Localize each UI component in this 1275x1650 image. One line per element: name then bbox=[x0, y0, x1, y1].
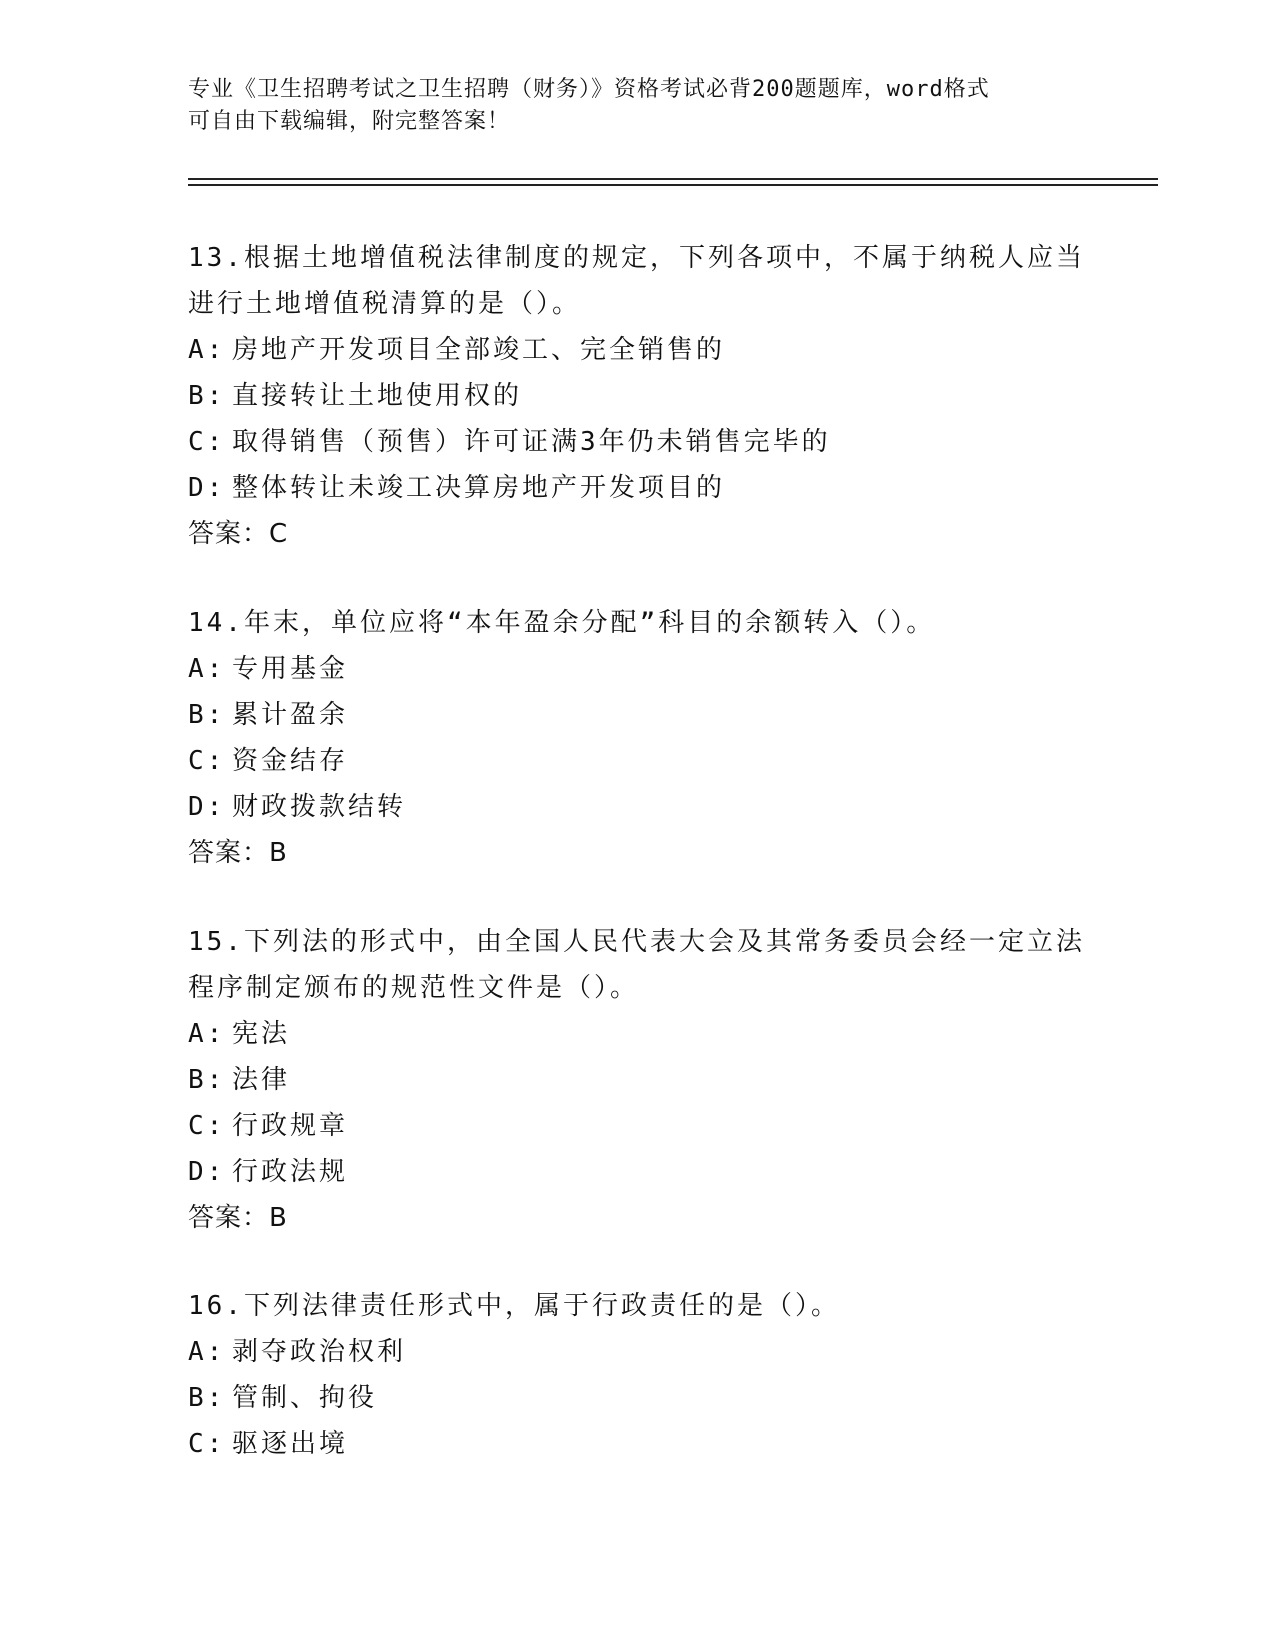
option-text: 管制、拘役 bbox=[232, 1383, 378, 1413]
option-text: 直接转让土地使用权的 bbox=[232, 381, 523, 411]
header-line-1: 专业《卫生招聘考试之卫生招聘（财务）》资格考试必背200题题库，word格式 bbox=[188, 77, 990, 102]
option-key: A: bbox=[188, 1019, 226, 1049]
question-text-line-1: 根据土地增值税法律制度的规定，下列各项中，不属于纳税人应当 bbox=[243, 243, 1085, 273]
option-text: 剥夺政治权利 bbox=[232, 1337, 407, 1367]
question-text-line-2: 程序制定颁布的规范性文件是（）。 bbox=[188, 973, 640, 1003]
option-d bbox=[188, 784, 1088, 830]
option-c bbox=[188, 738, 1088, 784]
option-key: C: bbox=[188, 1111, 226, 1141]
option-key: B: bbox=[188, 1065, 226, 1095]
option-a bbox=[188, 646, 1088, 692]
option-text: 累计盈余 bbox=[232, 700, 349, 730]
answer-text: 答案：C bbox=[188, 519, 289, 549]
option-a bbox=[188, 327, 1088, 373]
question-text-line-1: 下列法律责任形式中，属于行政责任的是（）。 bbox=[243, 1291, 840, 1321]
question-text bbox=[188, 1283, 1088, 1329]
option-key: B: bbox=[188, 700, 226, 730]
option-a bbox=[188, 1329, 1088, 1375]
option-c bbox=[188, 1421, 1088, 1467]
option-text: 专用基金 bbox=[232, 654, 349, 684]
question-number: 16. bbox=[188, 1291, 244, 1321]
option-text: 资金结存 bbox=[232, 746, 349, 776]
question-number: 15. bbox=[188, 927, 244, 957]
question-15 bbox=[188, 919, 1088, 1241]
document-header bbox=[188, 74, 1088, 138]
option-key: B: bbox=[188, 381, 226, 411]
option-key: D: bbox=[188, 1157, 226, 1187]
option-text: 行政规章 bbox=[232, 1111, 349, 1141]
header-divider-bottom bbox=[188, 184, 1158, 186]
option-key: D: bbox=[188, 473, 226, 503]
option-key: A: bbox=[188, 335, 226, 365]
option-c bbox=[188, 419, 1088, 465]
question-text-line-1: 年末，单位应将“本年盈余分配”科目的余额转入（）。 bbox=[243, 608, 936, 638]
answer-text: 答案：B bbox=[188, 838, 288, 868]
option-b bbox=[188, 1057, 1088, 1103]
question-13 bbox=[188, 235, 1088, 557]
option-key: C: bbox=[188, 746, 226, 776]
option-key: B: bbox=[188, 1383, 226, 1413]
option-text: 房地产开发项目全部竣工、完全销售的 bbox=[232, 335, 726, 365]
option-b bbox=[188, 692, 1088, 738]
option-b bbox=[188, 373, 1088, 419]
option-a bbox=[188, 1011, 1088, 1057]
question-number: 14. bbox=[188, 608, 244, 638]
option-key: A: bbox=[188, 654, 226, 684]
question-text-line-1: 下列法的形式中，由全国人民代表大会及其常务委员会经一定立法 bbox=[243, 927, 1085, 957]
option-b bbox=[188, 1375, 1088, 1421]
question-text bbox=[188, 600, 1088, 646]
option-key: D: bbox=[188, 792, 226, 822]
question-number: 13. bbox=[188, 243, 244, 273]
option-key: C: bbox=[188, 1429, 226, 1459]
question-text bbox=[188, 919, 1088, 965]
option-text: 驱逐出境 bbox=[232, 1429, 349, 1459]
option-d bbox=[188, 1149, 1088, 1195]
header-divider-top bbox=[188, 178, 1158, 180]
option-text: 财政拨款结转 bbox=[232, 792, 407, 822]
question-text-line-2: 进行土地增值税清算的是（）。 bbox=[188, 289, 582, 319]
option-c bbox=[188, 1103, 1088, 1149]
answer-text: 答案：B bbox=[188, 1203, 288, 1233]
option-key: C: bbox=[188, 427, 226, 457]
option-key: A: bbox=[188, 1337, 226, 1367]
header-line-2: 可自由下载编辑，附完整答案！ bbox=[188, 109, 511, 134]
option-text: 法律 bbox=[232, 1065, 291, 1095]
option-text: 宪法 bbox=[232, 1019, 291, 1049]
option-text: 取得销售（预售）许可证满3年仍未销售完毕的 bbox=[232, 427, 831, 457]
question-14 bbox=[188, 600, 1088, 876]
option-text: 整体转让未竣工决算房地产开发项目的 bbox=[232, 473, 726, 503]
question-text bbox=[188, 235, 1088, 281]
option-d bbox=[188, 465, 1088, 511]
option-text: 行政法规 bbox=[232, 1157, 349, 1187]
question-16 bbox=[188, 1283, 1088, 1467]
